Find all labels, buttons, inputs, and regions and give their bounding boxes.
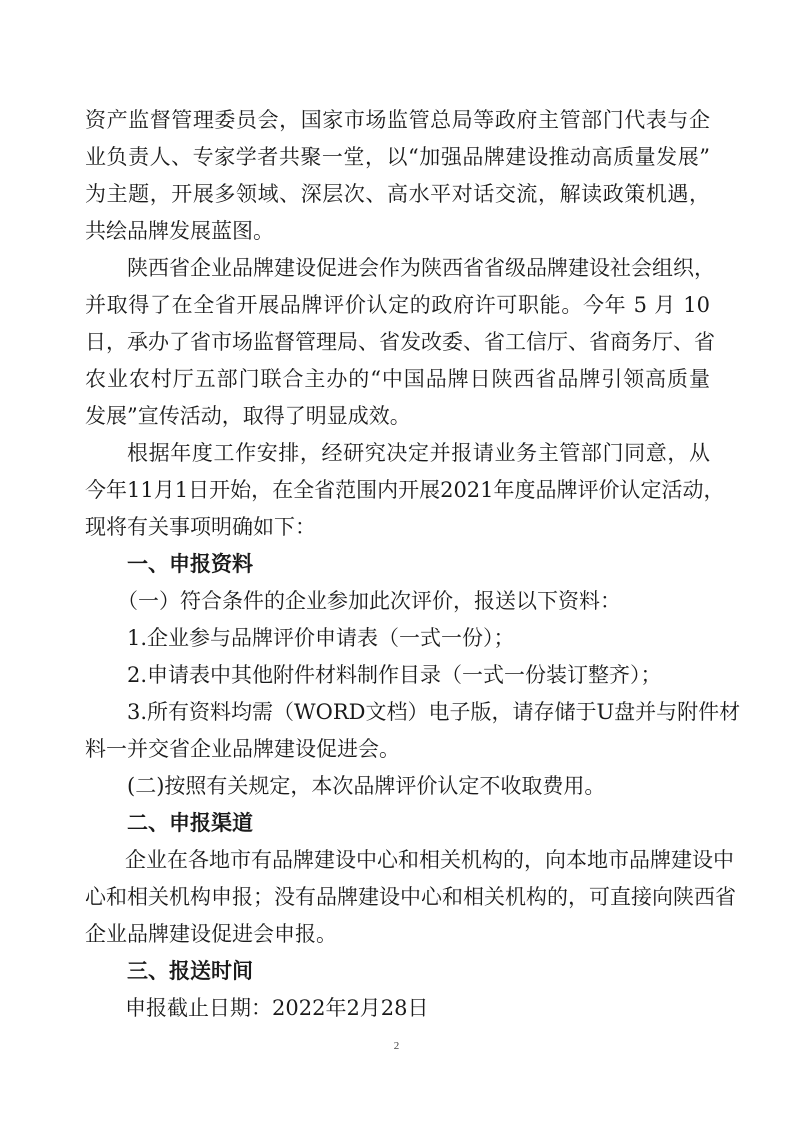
list-item: （一）符合条件的企业参加此次评价，报送以下资料： (117, 589, 621, 613)
paragraph-line: 陕西省企业品牌建设促进会作为陕西省省级品牌建设社会组织， (127, 256, 715, 280)
paragraph-line: 企业品牌建设促进会申报。 (85, 922, 337, 946)
section-heading-channels: 二、申报渠道 (127, 811, 253, 835)
paragraph-line: 发展”宣传活动，取得了明显成效。 (85, 404, 411, 428)
section-heading-materials: 一、申报资料 (127, 552, 253, 576)
paragraph-line: 企业在各地市有品牌建设中心和相关机构的，向本地市品牌建设中 (125, 848, 734, 872)
paragraph-line: 业负责人、专家学者共聚一堂，以“加强品牌建设推动高质量发展” (85, 145, 710, 169)
list-item: 3.所有资料均需（WORD文档）电子版，请存储于U盘并与附件材 (127, 700, 741, 724)
paragraph-line: 日，承办了省市场监督管理局、省发改委、省工信厅、省商务厅、省 (85, 330, 715, 354)
paragraph-line: 共绘品牌发展蓝图。 (85, 219, 274, 243)
page-number: 2 (393, 1040, 400, 1052)
deadline-text: 申报截止日期：2022年2月28日 (125, 996, 429, 1020)
list-item: 料一并交省企业品牌建设促进会。 (85, 737, 400, 761)
paragraph-line: 为主题，开展多领域、深层次、高水平对话交流，解读政策机遇， (85, 182, 710, 206)
list-item: (二)按照有关规定，本次品牌评价认定不收取费用。 (127, 774, 606, 798)
paragraph-line: 心和相关机构申报；没有品牌建设中心和相关机构的，可直接向陕西省 (85, 885, 736, 909)
list-item: 2.申请表中其他附件材料制作目录（一式一份装订整齐）； (127, 663, 662, 687)
section-heading-time: 三、报送时间 (127, 959, 253, 983)
list-item: 1.企业参与品牌评价申请表（一式一份）； (127, 626, 515, 650)
paragraph-line: 现将有关事项明确如下： (85, 515, 316, 539)
paragraph-line: 资产监督管理委员会，国家市场监管总局等政府主管部门代表与企 (85, 108, 710, 132)
document-body (85, 102, 741, 1027)
paragraph-line: 今年11月1日开始，在全省范围内开展2021年度品牌评价认定活动， (85, 478, 725, 502)
paragraph-line: 并取得了在全省开展品牌评价认定的政府许可职能。今年 5 月 10 (85, 293, 710, 317)
paragraph-line: 农业农村厅五部门联合主办的“中国品牌日陕西省品牌引领高质量 (85, 367, 710, 391)
paragraph-line: 根据年度工作安排，经研究决定并报请业务主管部门同意，从 (127, 441, 710, 465)
